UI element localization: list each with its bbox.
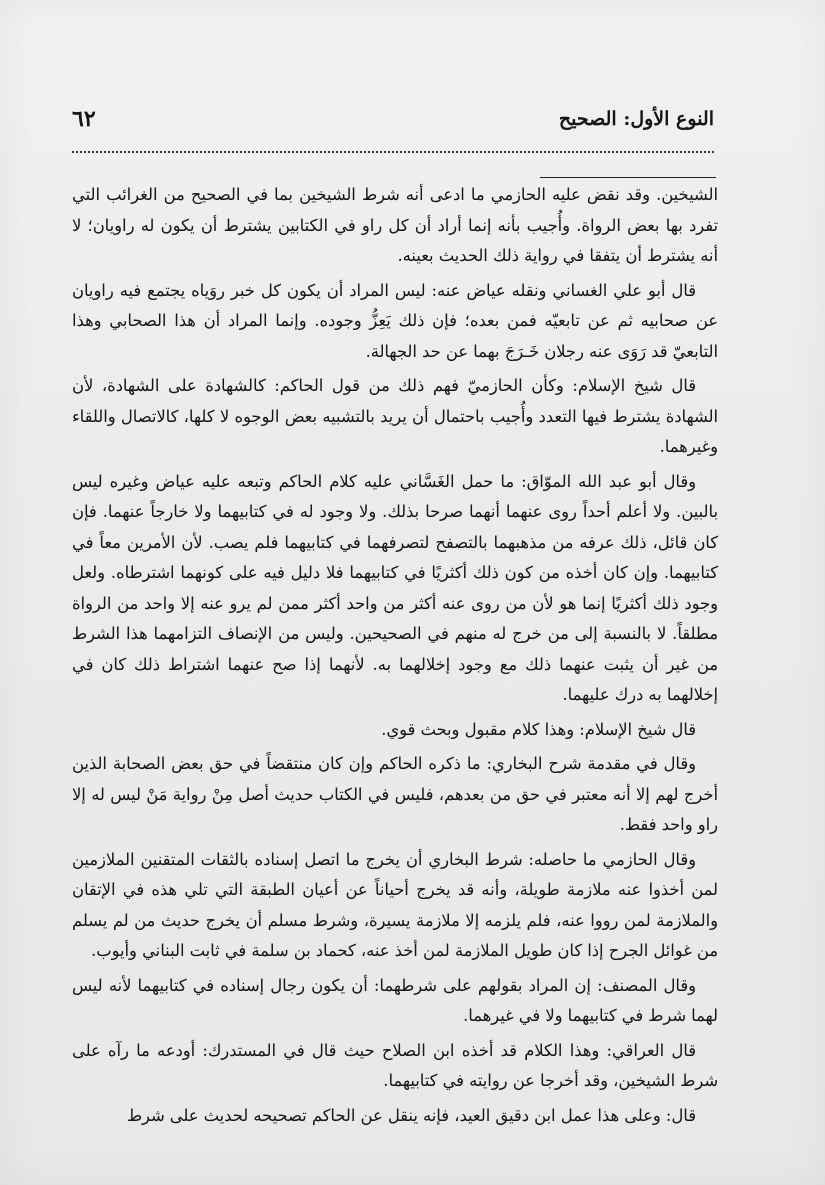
paragraph: قال شيخ الإسلام: وكأن الحازميّ فهم ذلك من قول الحاكم: كالشهادة على الشهادة، لأن الشهادة يشترط فيها التعدد وأُجيب باحتمال أن يريد بالتشبيه بعض الوجوه لا كلها، كالاتصال واللقاء وغيرهما. (72, 376, 718, 456)
paragraph: وقال المصنف: إن المراد بقولهم على شرطهما: أن يكون رجال إسناده في كتابيهما لأنه ليس لهما شرط في كتابيهما ولا في غيرهما. (72, 975, 718, 1025)
paragraph: وقال أبو عبد الله الموّاق: ما حمل الغَسَّاني عليه كلام الحاكم وتبعه عليه عياض وغيره ليس بالبين. ولا أعلم أحداً روى عنهما أنهما صرحا بذلك. ولا وجود له في كتابيهما ولا خارجاً عنهما. فإن كان قائل، ذلك عرفه من مذهبهما بالتصفح لتصرفهما في كتابيهما فلم يصب. لأن الأمرين معاً في كتابيهما. وإن كان أخذه من كون ذلك أكثريًا في كتابيهما فلا دليل فيه على كونهما اشترطاه. ولعل وجود ذلك أكثريًا إنما هو لأن من روى عنه أكثر من واحد أكثر ممن لم يرو عنه إلا واحد من الرواة مطلقاً. لا بالنسبة إلى من خرج له منهم في الصحيحين. وليس من الإنصاف التزامهما هذا الشرط من غير أن يثبت عنهما ذلك مع وجود إخلالهما به. لأنهما إذا صح عنهما اشتراط ذلك كان في إخلالهما به درك عليهما. (72, 471, 718, 704)
running-title: النوع الأول: الصحيح (558, 108, 714, 130)
paragraph: الشيخين. وقد نقض عليه الحازمي ما ادعى أنه شرط الشيخين بما في الصحيح من الغرائب التي تفرد بها بعض الرواة. وأُجيب بأنه إنما أراد أن كل راو في الكتابين يشترط أن يكون له راويان؛ لا أنه يشترط أن يتفقا في رواية ذلك الحديث بعينه. (72, 185, 718, 265)
paragraph: وقال في مقدمة شرح البخاري: ما ذكره الحاكم وإن كان منتقضاً في حق بعض الصحابة الذين أخرج لهم إلا أنه معتبر في حق من بعدهم، فليس في الكتاب حديث أصل مِنْ رواية مَنْ ليس له إلا راو واحد فقط. (72, 754, 718, 834)
paragraph: قال شيخ الإسلام: وهذا كلام مقبول وبحث قوي. (381, 719, 696, 739)
dotted-rule (72, 151, 714, 153)
body-text (72, 180, 718, 1135)
paragraph: قال: وعلى هذا عمل ابن دقيق العيد، فإنه ينقل عن الحاكم تصحيحه لحديث على شرط (126, 1105, 696, 1125)
page-number: ٦٢ (72, 106, 96, 132)
page-header (72, 104, 714, 136)
paragraph: قال العراقي: وهذا الكلام قد أخذه ابن الصلاح حيث قال في المستدرك: أودعه ما رآه على شرط الشيخين، وقد أخرجا عن روايته في كتابيهما. (72, 1040, 718, 1090)
footnote-separator-rule (540, 177, 716, 178)
paragraph: وقال الحازمي ما حاصله: شرط البخاري أن يخرج ما اتصل إسناده بالثقات المتقنين الملازمين لمن أخذوا عنه ملازمة طويلة، وأنه قد يخرج أحياناً عن أعيان الطبقة التي تلي هذه في الإتقان والملازمة لمن رووا عنه، فلم يلزمه إلا ملازمة يسيرة، وشرط مسلم أن يخرج حديث من لم يسلم من غوائل الجرح إذا كان طويل الملازمة لمن أخذ عنه، كحماد بن سلمة في ثابت البناني وأيوب. (72, 849, 718, 960)
paragraph: قال أبو علي الغساني ونقله عياض عنه: ليس المراد أن يكون كل خبر روَياه يجتمع فيه راويان عن صحابيه ثم عن تابعيّه فمن بعده؛ فإن ذلك يَعِزُّ وجوده. وإنما المراد أن هذا الصحابي وهذا التابعيّ قد رَوَى عنه رجلان خَـرَجَ بهما عن حد الجهالة. (72, 280, 718, 361)
